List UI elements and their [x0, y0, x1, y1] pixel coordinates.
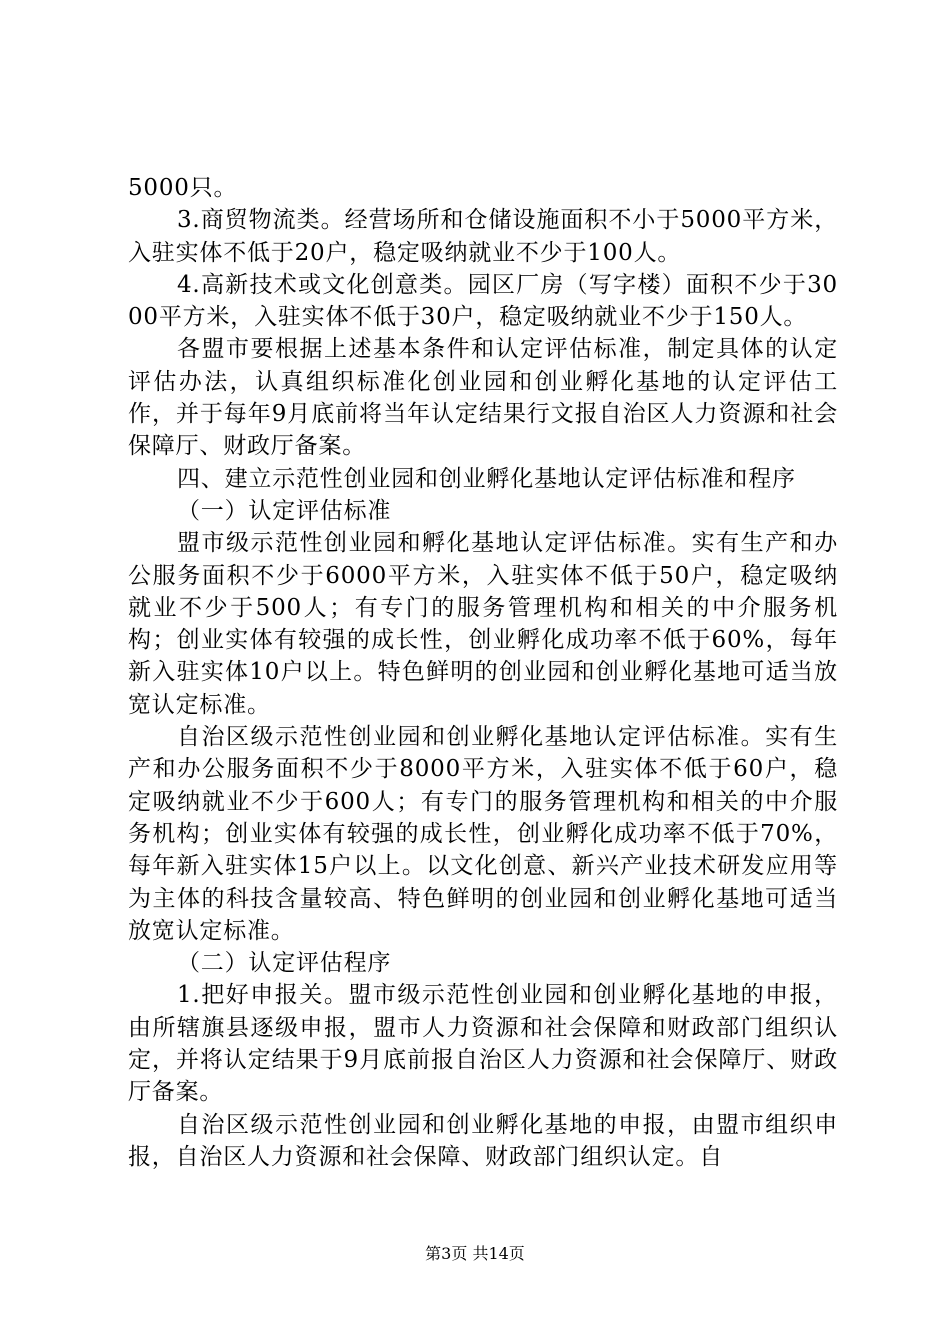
paragraph-region-level-standards: 自治区级示范性创业园和创业孵化基地认定评估标准。实有生产和办公服务面积不少于8000平方米，入驻实体不低于60户，稳定吸纳就业不少于600人；有专门的服务管理机构和相关的中介服务机构；创业实体有较强的成长性，创业孵化成功率不低于70%，每年新入驻实体15户以上。以文化创意、新兴产业技术研发应用等为主体的科技含量较高、特色鲜明的创业园和创业孵化基地可适当放宽认定标准。: [128, 724, 838, 944]
document-body: [128, 172, 838, 1173]
paragraph-region-application: 自治区级示范性创业园和创业孵化基地的申报，由盟市组织申报，自治区人力资源和社会保障、财政部门组织认定。自: [128, 1111, 838, 1170]
paragraph-application-check: 1.把好申报关。盟市级示范性创业园和创业孵化基地的申报，由所辖旗县逐级申报，盟市人力资源和社会保障和财政部门组织认定，并将认定结果于9月底前报自治区人力资源和社会保障厅、财政厅备案。: [128, 982, 838, 1106]
paragraph-commerce-logistics: 3.商贸物流类。经营场所和仓储设施面积不小于5000平方米，入驻实体不低于20户，稳定吸纳就业不少于100人。: [128, 207, 838, 266]
paragraph-hightech-cultural: 4.高新技术或文化创意类。园区厂房（写字楼）面积不少于3000平方米，入驻实体不低于30户，稳定吸纳就业不少于150人。: [128, 271, 838, 331]
paragraph-league-level-standards: 盟市级示范性创业园和孵化基地认定评估标准。实有生产和办公服务面积不少于6000平方米，入驻实体不低于50户，稳定吸纳就业不少于500人；有专门的服务管理机构和相关的中介服务机构；创业实体有较强的成长性，创业孵化成功率不低于60%，每年新入驻实体10户以上。特色鲜明的创业园和创业孵化基地可适当放宽认定标准。: [128, 530, 838, 718]
page-number-footer: 第3页 共14页: [425, 1244, 525, 1263]
subheading-assessment-procedure: （二）认定评估程序: [177, 950, 392, 977]
paragraph-league-city-requirements: 各盟市要根据上述基本条件和认定评估标准，制定具体的认定评估办法，认真组织标准化创业园和创业孵化基地的认定评估工作，并于每年9月底前将当年认定结果行文报自治区人力资源和社会保障厅、财政厅备案。: [128, 336, 838, 460]
section-heading-four: 四、建立示范性创业园和创业孵化基地认定评估标准和程序: [177, 465, 796, 492]
subheading-assessment-standards: （一）认定评估标准: [177, 497, 392, 524]
paragraph-continuation: 5000只。: [128, 175, 238, 201]
